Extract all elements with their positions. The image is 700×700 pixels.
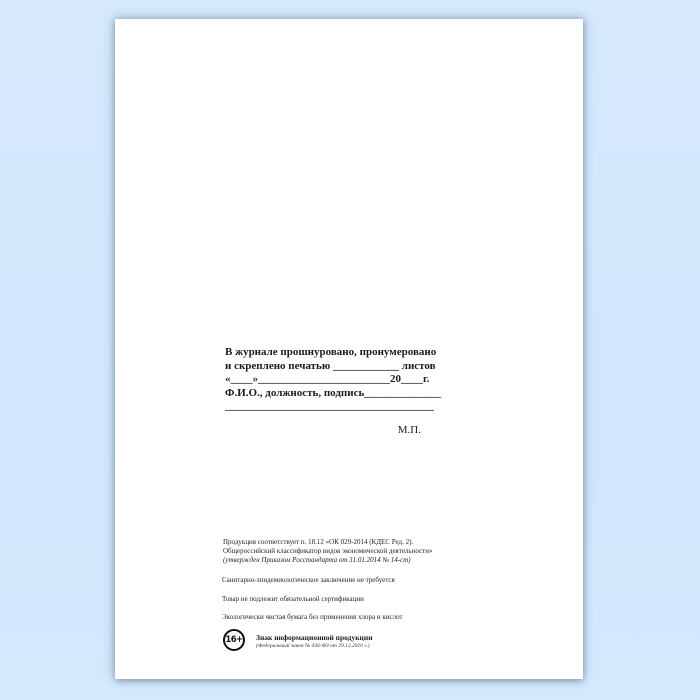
compliance-line-2: Общероссийский классификатор видов экономической деятельности» (223, 547, 433, 555)
seal-place-abbr: М.П. (397, 423, 421, 436)
stamp-line-4: Ф.И.О., должность, подпись______________ (225, 386, 442, 399)
binding-certification-block (225, 346, 442, 438)
age-16-plus-icon: 16+ (223, 629, 245, 651)
compliance-line-3: (утвержден Приказом Росстандарта от 31.01.2014 № 14-ст) (223, 556, 411, 564)
note-certification: Товар не подлежит обязательной сертификации (222, 594, 364, 603)
note-ecology: Экологически чистая бумага без применения хлора и кислот (222, 613, 403, 621)
journal-back-page (115, 19, 583, 679)
stamp-line-5: ______________________________________ (225, 400, 434, 413)
compliance-note (223, 538, 432, 565)
age-rating-block (223, 629, 373, 651)
certification-notes (222, 576, 403, 622)
stamp-line-1: В журнале прошнуровано, пронумеровано (225, 346, 437, 358)
note-sanitary: Санитарно-эпидемиологическое заключение не требуется (222, 576, 395, 584)
age-mark-law: (Федеральный закон № 436-ФЗ от 29.12.2010 г.) (256, 643, 370, 649)
stamp-line-2: и скреплено печатью ____________ листов (225, 359, 436, 372)
age-mark-title: Знак информационной продукции (256, 633, 373, 642)
stamp-line-3: «____»________________________20____г. (225, 373, 430, 386)
compliance-line-1: Продукция соответствует п. 18.12 «ОК 029-2014 (КДЕС Ред. 2). (223, 538, 414, 546)
age-mark-text (256, 629, 373, 650)
